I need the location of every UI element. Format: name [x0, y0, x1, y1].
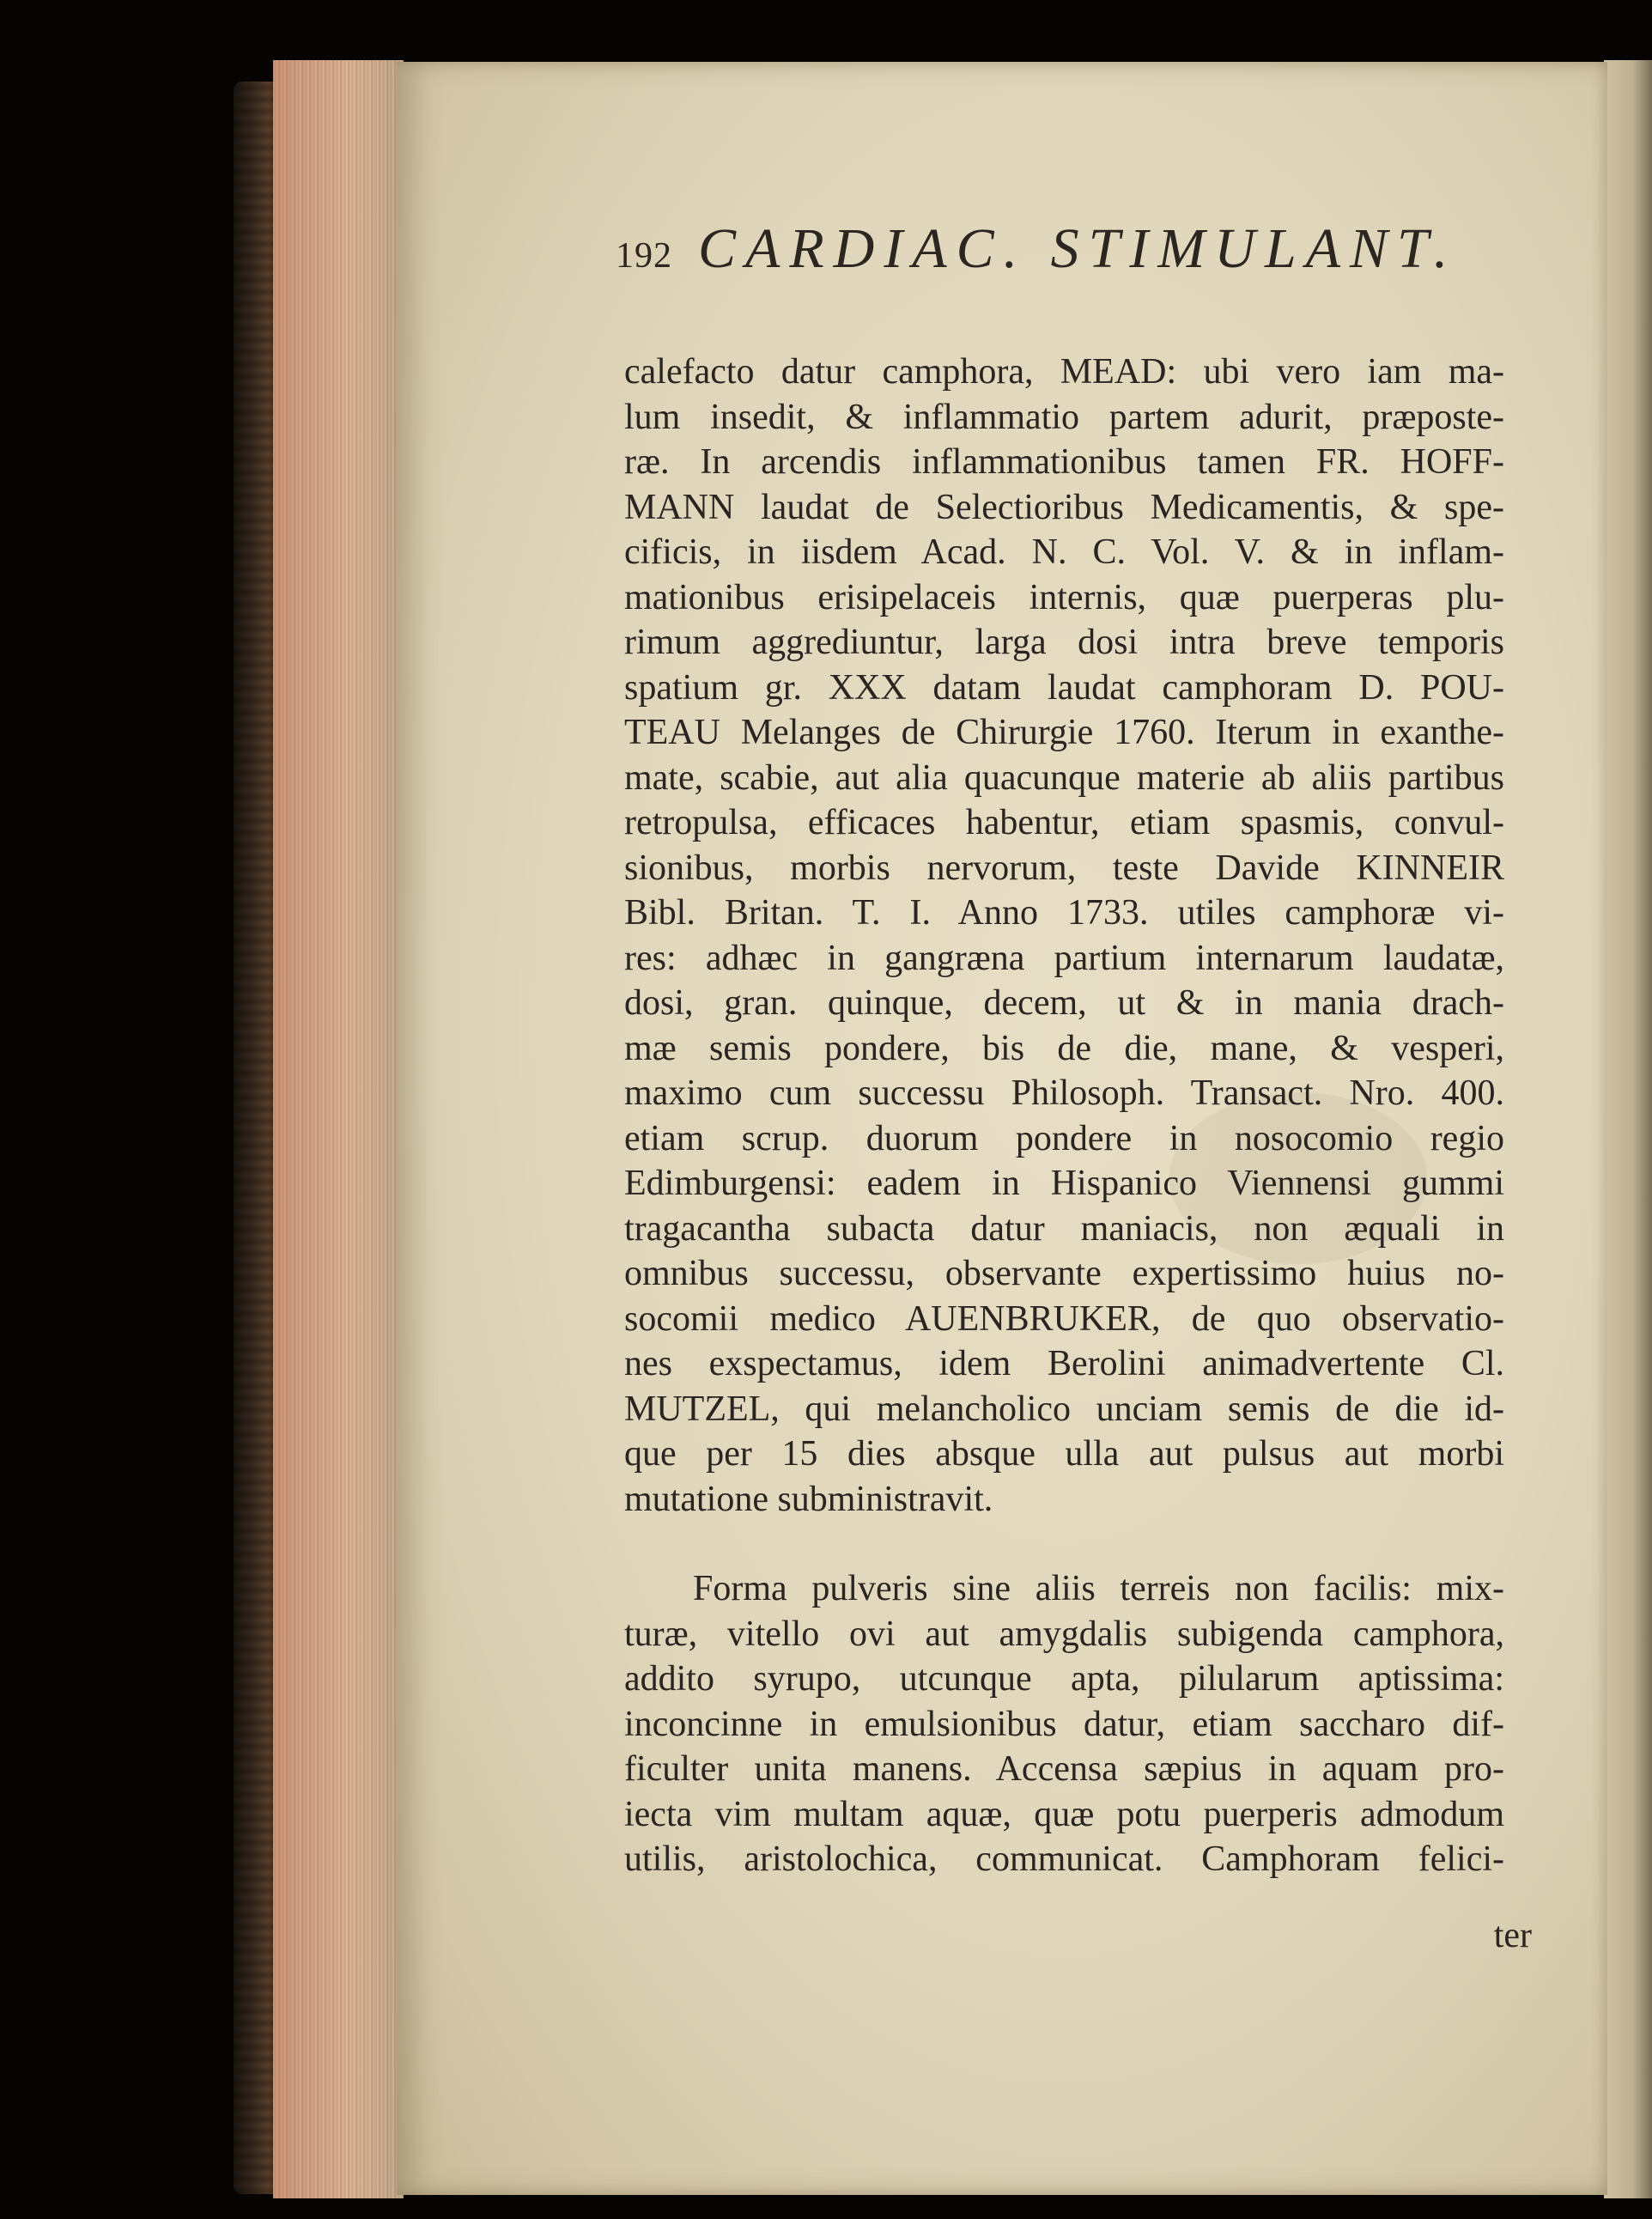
text-line: addito syrupo, utcunque apta, pilularum aptissima: — [624, 1659, 1504, 1699]
text-line: nes exspectamus, idem Berolini animadvertente Cl. — [624, 1344, 1504, 1383]
paragraph-2 — [624, 1566, 1504, 1882]
body-text — [624, 350, 1504, 1882]
text-line: omnibus successu, observante expertissimo huius no- — [624, 1254, 1504, 1293]
text-line: TEAU Melanges de Chirurgie 1760. Iterum in exanthe- — [624, 713, 1504, 752]
text-line: res: adhæc in gangræna partium internarum laudatæ, — [624, 938, 1504, 978]
text-line: socomii medico AUENBRUKER, de quo observatio- — [624, 1298, 1504, 1339]
page-fore-edge — [273, 60, 404, 2198]
paragraph-1 — [624, 350, 1504, 1522]
text-line: mæ semis pondere, bis de die, mane, & vesperi, — [624, 1028, 1504, 1068]
text-line: mationibus erisipelaceis internis, quæ puerperas plu- — [624, 577, 1504, 617]
text-line: utilis, aristolochica, communicat. Camphoram felici- — [624, 1839, 1504, 1879]
text-line: sionibus, morbis nervorum, teste Davide KINNEIR — [624, 848, 1504, 888]
text-line: ficulter unita manens. Accensa sæpius in aquam pro- — [624, 1749, 1504, 1789]
text-line: lum insedit, & inflammatio partem adurit, præposte- — [624, 397, 1504, 437]
paragraph-gap — [624, 1522, 1504, 1566]
text-line: mutatione subministravit. — [624, 1479, 993, 1519]
page-number: 192 — [616, 236, 672, 276]
text-line: Bibl. Britan. T. I. Anno 1733. utiles camphoræ vi- — [624, 893, 1504, 933]
catchword: ter — [1493, 1916, 1532, 1955]
text-line: que per 15 dies absque ulla aut pulsus aut morbi — [624, 1434, 1504, 1474]
running-head: CARDIAC. STIMULANT. — [698, 217, 1458, 280]
text-line: dosi, gran. quinque, decem, ut & in mania drach- — [624, 983, 1504, 1023]
text-line: MUTZEL, qui melancholico unciam semis de die id- — [624, 1389, 1504, 1429]
book-page — [397, 62, 1607, 2195]
text-line: MANN laudat de Selectioribus Medicamentis, & spe- — [624, 487, 1504, 527]
text-line: Forma pulveris sine aliis terreis non facilis: mix- — [693, 1569, 1504, 1608]
text-line: maximo cum successu Philosoph. Transact. Nro. 400. — [624, 1073, 1504, 1113]
page-header — [616, 216, 1560, 282]
text-line: spatium gr. XXX datam laudat camphoram D. POU- — [624, 667, 1504, 708]
text-line: iecta vim multam aquæ, quæ potu puerperis admodum — [624, 1794, 1504, 1834]
text-line: etiam scrup. duorum pondere in nosocomio regio — [624, 1118, 1504, 1158]
text-line: ræ. In arcendis inflammationibus tamen FR. HOFF- — [624, 442, 1504, 482]
text-line: cificis, in iisdem Acad. N. C. Vol. V. & in inflam- — [624, 532, 1504, 572]
text-line: Edimburgensi: eadem in Hispanico Viennensi gummi — [624, 1164, 1504, 1203]
text-line: rimum aggrediuntur, larga dosi intra breve temporis — [624, 623, 1504, 662]
text-line: retropulsa, efficaces habentur, etiam spasmis, convul- — [624, 803, 1504, 842]
text-line: calefacto datur camphora, MEAD: ubi vero iam ma- — [624, 352, 1504, 392]
text-line: mate, scabie, aut alia quacunque materie ab aliis partibus — [624, 757, 1504, 798]
text-line: turæ, vitello ovi aut amygdalis subigenda camphora, — [624, 1614, 1504, 1654]
text-line: inconcinne in emulsionibus datur, etiam saccharo dif- — [624, 1704, 1504, 1744]
facing-page-edge — [1604, 60, 1652, 2198]
text-line: tragacantha subacta datur maniacis, non æquali in — [624, 1208, 1504, 1249]
